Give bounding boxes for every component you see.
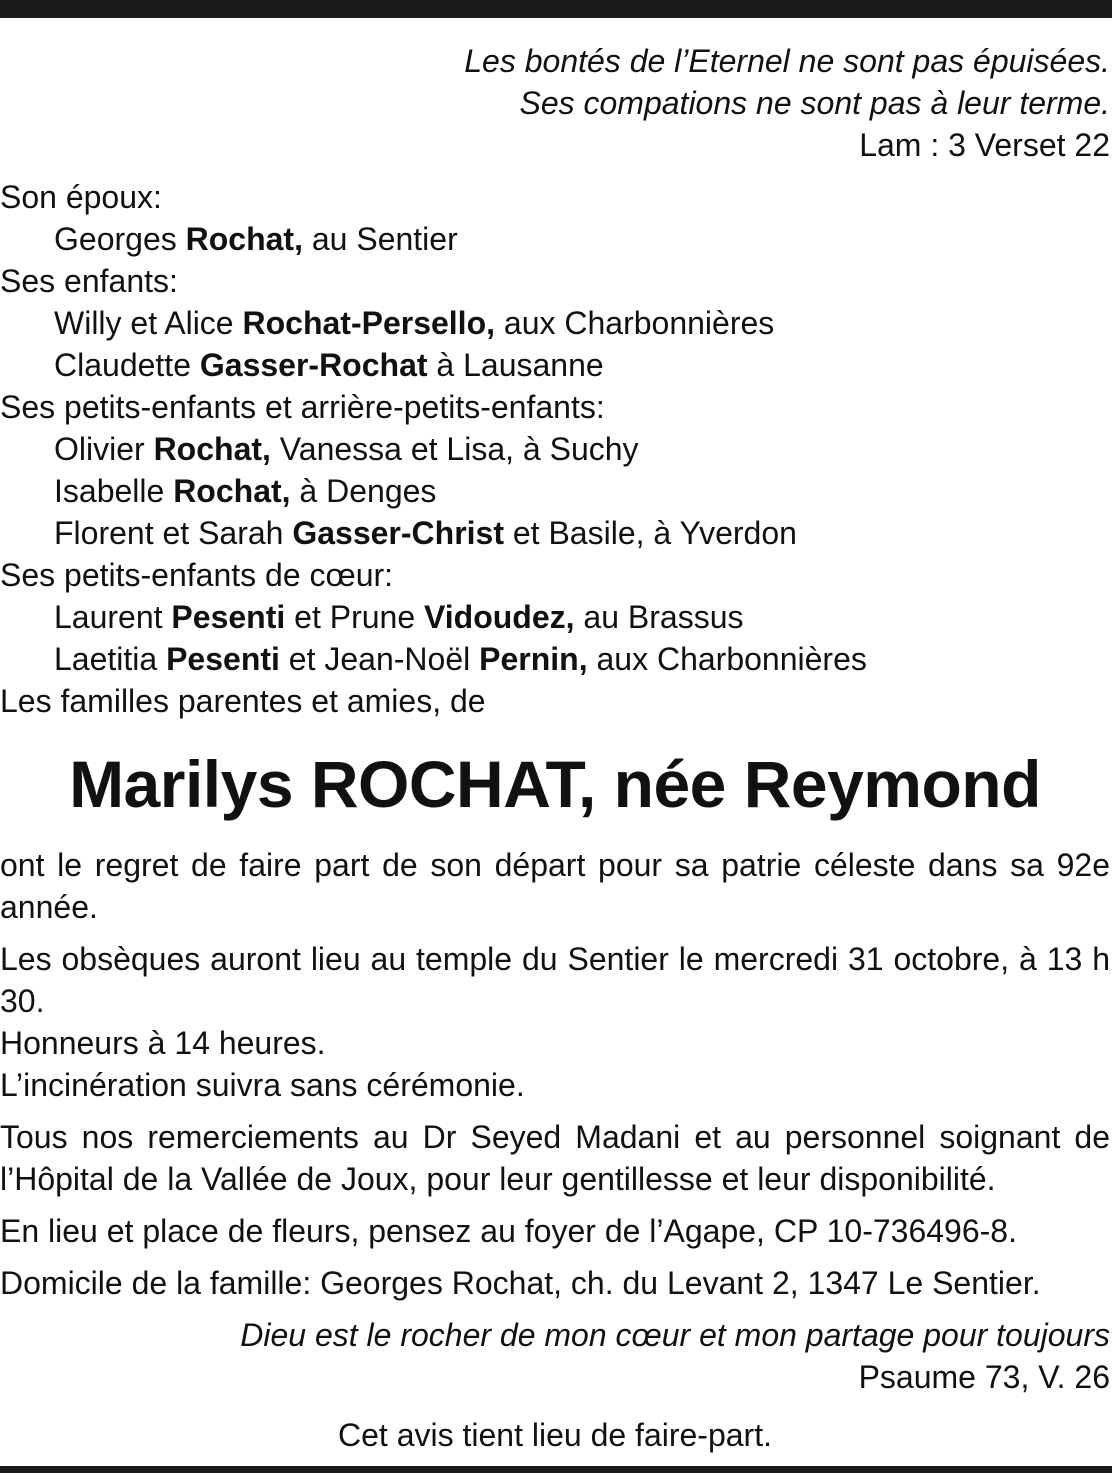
epigraph-bottom-reference: Psaume 73, V. 26	[858, 1359, 1110, 1395]
domicile-paragraph: Domicile de la famille: Georges Rochat, ch. du Levant 2, 1347 Le Sentier.	[0, 1265, 1041, 1301]
epigraph-line-1: Les bontés de l’Eternel ne sont pas épuisées.	[464, 43, 1110, 79]
epigraph-line-2: Ses compations ne sont pas à leur terme.	[519, 85, 1110, 121]
heart-grandchild-line-2	[0, 638, 1110, 680]
grandchildren-heading: Ses petits-enfants et arrière-petits-enfants:	[0, 389, 605, 425]
heart-2-place: aux Charbonnières	[587, 641, 867, 677]
heart-1-surname-a: Pesenti	[171, 599, 286, 635]
obituary-notice	[0, 40, 1110, 1456]
grandchild-1-surname: Rochat,	[153, 431, 271, 467]
ceremony-line-2: Honneurs à 14 heures.	[0, 1025, 326, 1061]
heart-1-surname-b: Vidoudez,	[424, 599, 575, 635]
heart-2-surname-a: Pesenti	[166, 641, 280, 677]
grandchild-2-surname: Rochat,	[173, 473, 291, 509]
heart-1-place: au Brassus	[574, 599, 744, 635]
spouse-heading: Son époux:	[0, 179, 162, 215]
grandchild-3-rest: et Basile, à Yverdon	[503, 515, 797, 551]
spouse-surname: Rochat,	[185, 221, 303, 257]
heart-2-mid: et Jean-Noël	[279, 641, 480, 677]
child-line-2	[0, 344, 1110, 386]
grandchild-1-rest: Vanessa et Lisa, à Suchy	[270, 431, 639, 467]
child-line-1	[0, 302, 1110, 344]
family-list	[0, 176, 1110, 722]
heart-1-first-name: Laurent	[54, 599, 172, 635]
grandchild-3-surname: Gasser-Christ	[292, 515, 504, 551]
heart-grandchildren-heading: Ses petits-enfants de cœur:	[0, 557, 394, 593]
child-1-surname: Rochat-Persello,	[242, 305, 495, 341]
heart-2-surname-b: Pernin,	[479, 641, 588, 677]
thanks-paragraph: Tous nos remerciements au Dr Seyed Madani et au personnel soignant de l’Hôpital de la Vallée de Joux, pour leur gentillesse et leur disponibilité.	[0, 1119, 1110, 1197]
child-1-place: aux Charbonnières	[495, 305, 775, 341]
spouse-first-name: Georges	[54, 221, 186, 257]
epigraph-top	[0, 40, 1110, 124]
grandchild-line-2	[0, 470, 1110, 512]
grandchild-line-3	[0, 512, 1110, 554]
heart-grandchild-line-1	[0, 596, 1110, 638]
ceremony-line-1: Les obsèques auront lieu au temple du Sentier le mercredi 31 octobre, à 13 h 30.	[0, 941, 1110, 1019]
deceased-name: Marilys ROCHAT, née Reymond	[69, 747, 1041, 821]
epigraph-reference: Lam : 3 Verset 22	[859, 127, 1110, 163]
child-1-first-names: Willy et Alice	[54, 305, 243, 341]
heart-1-mid: et Prune	[285, 599, 424, 635]
announcement-paragraph: ont le regret de faire part de son départ pour sa patrie céleste dans sa 92e année.	[0, 847, 1110, 925]
grandchild-2-first-name: Isabelle	[54, 473, 174, 509]
other-families: Les familles parentes et amies, de	[0, 683, 486, 719]
heart-2-first-name: Laetitia	[54, 641, 167, 677]
bottom-rule	[0, 1466, 1112, 1473]
top-rule	[0, 0, 1112, 18]
closing-note: Cet avis tient lieu de faire-part.	[338, 1417, 772, 1453]
children-heading: Ses enfants:	[0, 263, 178, 299]
child-2-place: à Lausanne	[427, 347, 604, 383]
flowers-paragraph: En lieu et place de fleurs, pensez au foyer de l’Agape, CP 10-736496-8.	[0, 1213, 1017, 1249]
spouse-place: au Sentier	[302, 221, 458, 257]
grandchild-1-first-name: Olivier	[54, 431, 154, 467]
grandchild-3-first-names: Florent et Sarah	[54, 515, 293, 551]
child-2-surname: Gasser-Rochat	[199, 347, 428, 383]
spouse-line	[0, 218, 1110, 260]
ceremony-line-3: L’incinération suivra sans cérémonie.	[0, 1067, 525, 1103]
child-2-first-name: Claudette	[54, 347, 200, 383]
grandchild-line-1	[0, 428, 1110, 470]
grandchild-2-place: à Denges	[290, 473, 437, 509]
epigraph-bottom-line: Dieu est le rocher de mon cœur et mon partage pour toujours	[240, 1317, 1110, 1353]
